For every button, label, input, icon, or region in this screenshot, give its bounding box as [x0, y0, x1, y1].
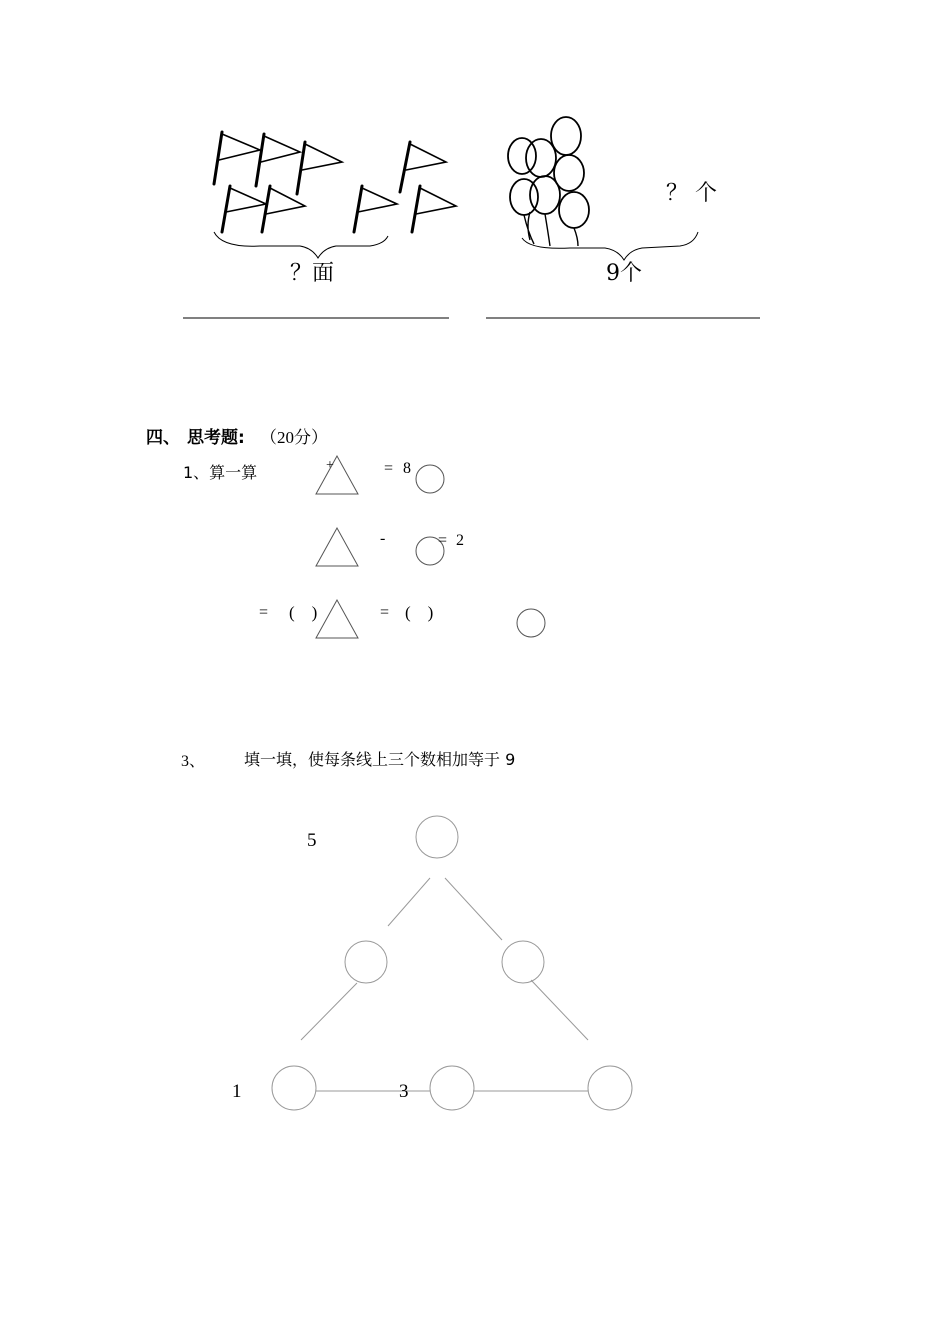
given-number: 1 [232, 1081, 242, 1102]
given-number: 3 [399, 1081, 409, 1102]
section-points: （20分） [260, 428, 328, 447]
puzzle-circle[interactable] [430, 1066, 474, 1110]
puzzle-circle[interactable] [588, 1066, 632, 1110]
equals-sign: = [380, 604, 390, 621]
balloons-question-label: ？ 个 [666, 181, 717, 206]
result-value: 2 [456, 532, 464, 549]
puzzle-circle[interactable] [502, 941, 544, 983]
q3-instruction: 填一填，使每条线上三个数相加等于 9 [244, 750, 516, 769]
puzzle-circle[interactable] [416, 816, 458, 858]
section-number: 四、 [146, 428, 180, 448]
equals-sign: = [259, 604, 269, 621]
section-title: 思考题: [187, 428, 245, 448]
equals-sign: = [384, 460, 394, 477]
flags-question-label: ？面 [290, 261, 335, 286]
puzzle-circle[interactable] [272, 1066, 316, 1110]
answer-blank[interactable]: ( ) [405, 603, 434, 622]
q1-label: 1、算一算 [183, 463, 258, 482]
minus-sign: - [380, 530, 386, 547]
given-number: 5 [307, 830, 317, 851]
plus-sign: + [326, 458, 334, 473]
equals-sign: = [438, 532, 448, 549]
answer-blank[interactable]: ( ) [289, 603, 318, 622]
q3-label: 3、 [181, 753, 206, 770]
balloons-total-label: 9个 [606, 261, 642, 286]
puzzle-circle[interactable] [345, 941, 387, 983]
result-value: 8 [403, 460, 411, 477]
